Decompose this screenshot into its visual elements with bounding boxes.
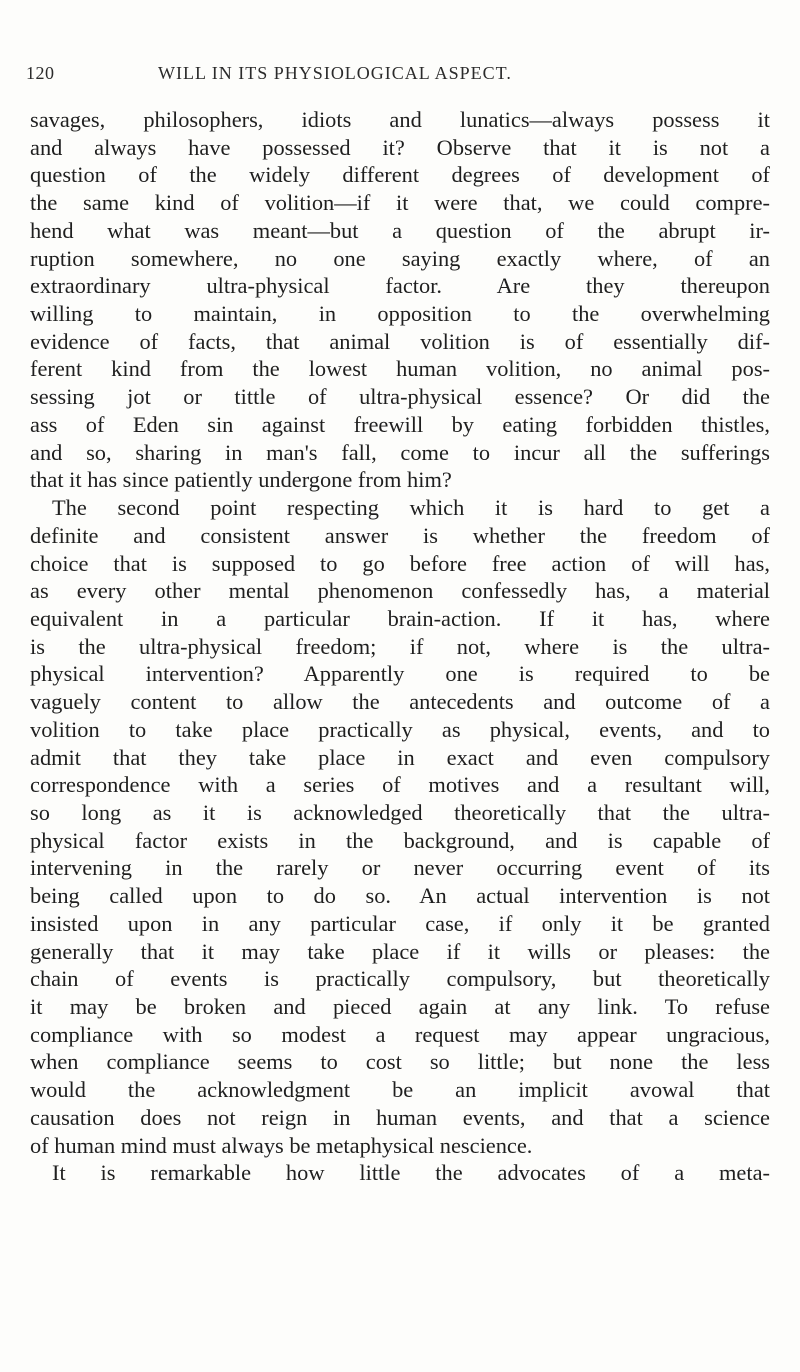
text-line: correspondence with a series of motives and a resultant will, xyxy=(30,772,770,798)
text-line: equivalent in a particular brain-action. If it has, where xyxy=(30,605,770,631)
text-line: as every other mental phenomenon confessedly has, a material xyxy=(30,578,770,604)
text-line: being called upon to do so. An actual intervention is not xyxy=(30,883,770,909)
text-line: so long as it is acknowledged theoretically that the ultra- xyxy=(30,799,770,825)
text-line: intervening in the rarely or never occurring event of its xyxy=(30,855,770,881)
text-line: the same kind of volition—if it were that, we could compre- xyxy=(30,190,770,216)
text-line: extraordinary ultra-physical factor. Are they thereupon xyxy=(30,273,770,299)
text-line: ferent kind from the lowest human volition, no animal pos- xyxy=(30,356,770,382)
paragraph-start-line: It is remarkable how little the advocates of a meta- xyxy=(52,1160,770,1186)
running-title: WILL IN ITS PHYSIOLOGICAL ASPECT. xyxy=(158,63,512,83)
text-line: physical intervention? Apparently one is required to be xyxy=(30,661,770,687)
text-line: choice that is supposed to go before free action of will has, xyxy=(30,550,770,576)
page-number: 120 xyxy=(26,63,55,83)
running-head xyxy=(26,63,794,93)
text-line: evidence of facts, that animal volition is of essentially dif- xyxy=(30,328,770,354)
text-line: willing to maintain, in opposition to the overwhelming xyxy=(30,301,770,327)
text-line: when compliance seems to cost so little; but none the less xyxy=(30,1049,770,1075)
text-line: would the acknowledgment be an implicit avowal that xyxy=(30,1077,770,1103)
paragraph-start-line: The second point respecting which it is hard to get a xyxy=(52,495,770,521)
text-line: compliance with so modest a request may appear ungracious, xyxy=(30,1021,770,1047)
text-line: savages, philosophers, idiots and lunatics—always possess it xyxy=(30,107,770,132)
text-line: causation does not reign in human events, and that a science xyxy=(30,1104,770,1130)
text-line: ass of Eden sin against freewill by eating forbidden thistles, xyxy=(30,411,770,437)
text-line: sessing jot or tittle of ultra-physical essence? Or did the xyxy=(30,384,770,410)
text-line: vaguely content to allow the antecedents and outcome of a xyxy=(30,689,770,715)
text-line: it may be broken and pieced again at any link. To refuse xyxy=(30,994,770,1019)
text-line: hend what was meant—but a question of the abrupt ir- xyxy=(30,217,770,243)
text-line: of human mind must always be metaphysical nescience. xyxy=(30,1132,533,1158)
text-line: volition to take place practically as physical, events, and to xyxy=(30,716,770,742)
text-line: that it has since patiently undergone from him? xyxy=(30,467,452,493)
text-line: physical factor exists in the background, and is capable of xyxy=(30,827,770,853)
text-line: chain of events is practically compulsory, but theoretically xyxy=(30,966,770,992)
text-line: ruption somewhere, no one saying exactly where, of an xyxy=(30,245,770,271)
text-line: question of the widely different degrees of development of xyxy=(30,162,770,188)
text-line: and so, sharing in man's fall, come to incur all the sufferings xyxy=(30,439,770,465)
text-line: admit that they take place in exact and even compulsory xyxy=(30,744,770,770)
text-line: generally that it may take place if it wills or pleases: the xyxy=(30,938,770,964)
text-line: insisted upon in any particular case, if only it be granted xyxy=(30,910,770,936)
body-text xyxy=(30,106,770,1187)
text-line: definite and consistent answer is whether the freedom of xyxy=(30,522,770,548)
text-line: is the ultra-physical freedom; if not, where is the ultra- xyxy=(30,633,770,659)
text-line: and always have possessed it? Observe that it is not a xyxy=(30,134,770,160)
